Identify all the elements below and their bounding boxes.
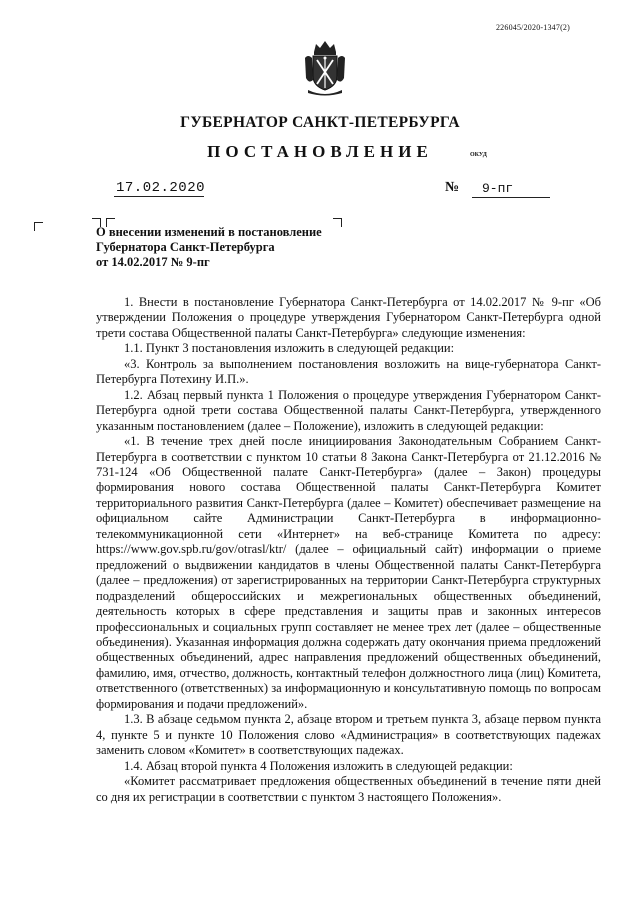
- body-paragraph: «3. Контроль за выполнением постановления возложить на вице-губернатора Санкт-Петербурга Потехину И.П.».: [96, 356, 601, 387]
- body-paragraph: 1. Внести в постановление Губернатора Санкт-Петербурга от 14.02.2017 № 9-пг «Об утверждении Положения о процедуре утверждения Губернатором Санкт-Петербурга одной трети состава Общественной палаты Санкт-Петербурга» следующие изменения:: [96, 295, 601, 340]
- document-subject: [96, 225, 356, 270]
- document-date: 17.02.2020: [116, 180, 206, 196]
- number-field: [472, 179, 550, 198]
- body-paragraph: 1.4. Абзац второй пункта 4 Положения изложить в следующей редакции:: [124, 758, 513, 773]
- document-number: 9-пг: [482, 181, 514, 196]
- okud-label: ОКУД: [470, 152, 487, 158]
- subject-line: О внесении изменений в постановление: [96, 225, 322, 239]
- document-body: [96, 295, 601, 805]
- body-paragraph: 1.1. Пункт 3 постановления изложить в следующей редакции:: [124, 341, 455, 356]
- body-paragraph: 1.3. В абзаце седьмом пункта 2, абзаце втором и третьем пункта 3, абзаце первом пункта 4, пункте 5 и пункте 10 Положения слово «Администрация» в соответствующих падежах заменить словом «Комитет» в соответствующих падежах.: [96, 712, 601, 758]
- number-label: №: [445, 180, 460, 195]
- subject-line: от 14.02.2017 № 9-пг: [96, 255, 210, 269]
- document-registration-code: 226045/2020-1347(2): [495, 23, 570, 32]
- document-type-title: ПОСТАНОВЛЕНИЕ: [207, 142, 433, 161]
- body-paragraph: 1.2. Абзац первый пункта 1 Положения о процедуре утверждения Губернатором Санкт-Петербурга одной трети состава Общественной палаты Санкт-Петербурга, утвержденного указанным постановлением (далее – Положение), изложить в следующей редакции:: [96, 387, 601, 433]
- body-paragraph: «Комитет рассматривает предложения общественных объединений в течение пяти дней со дня их регистрации в соответствии с пунктом 3 настоящего Положения».: [96, 774, 601, 804]
- date-field: [114, 178, 204, 197]
- spb-coat-of-arms-icon: [302, 38, 348, 98]
- subject-line: Губернатора Санкт-Петербурга: [96, 240, 275, 254]
- governor-title: ГУБЕРНАТОР САНКТ-ПЕТЕРБУРГА: [180, 114, 460, 131]
- body-paragraph: «1. В течение трех дней после инициирования Законодательным Собранием Санкт-Петербурга в соответствии с пунктом 10 статьи 8 Закона Санкт-Петербурга от 21.12.2016 № 731-124 «Об Общественной палате Санкт-Петербурга» (далее – Закон) процедуры формирования нового состава Общественной палаты Санкт-Петербурга Комитет территориального развития Санкт-Петербурга (далее – Комитет) обеспечивает размещение на официальном сайте Администрации Санкт-Петербурга в информационно-телекоммуникационной сети «Интернет» на веб-странице Комитета по адресу: https://www.gov.spb.ru/gov/otrasl/ktr/ (далее – официальный сайт) информации о приеме предложений о выдвижении кандидатов в члены Общественной палаты Санкт-Петербурга (далее – предложения) от зарегистрированных на территории Санкт-Петербурга структурных подразделений общероссийских и межрегиональных общественных объединений, деятельность которых в сфере представления и защиты прав и законных интересов профессиональных и социальных групп составляет не менее трех лет (далее – общественные объединения). Указанная информация должна содержать дату окончания приема предложений общественных объединений, адрес направления предложений общественных объединений, фамилию, имя, отчество, должность, контактный телефон должностного лица (лиц) Комитета, ответственного (ответственных) за информационную и консультативную помощь по вопросам формирования и подачи предложений».: [96, 434, 601, 711]
- corner-mark-left: [34, 222, 43, 231]
